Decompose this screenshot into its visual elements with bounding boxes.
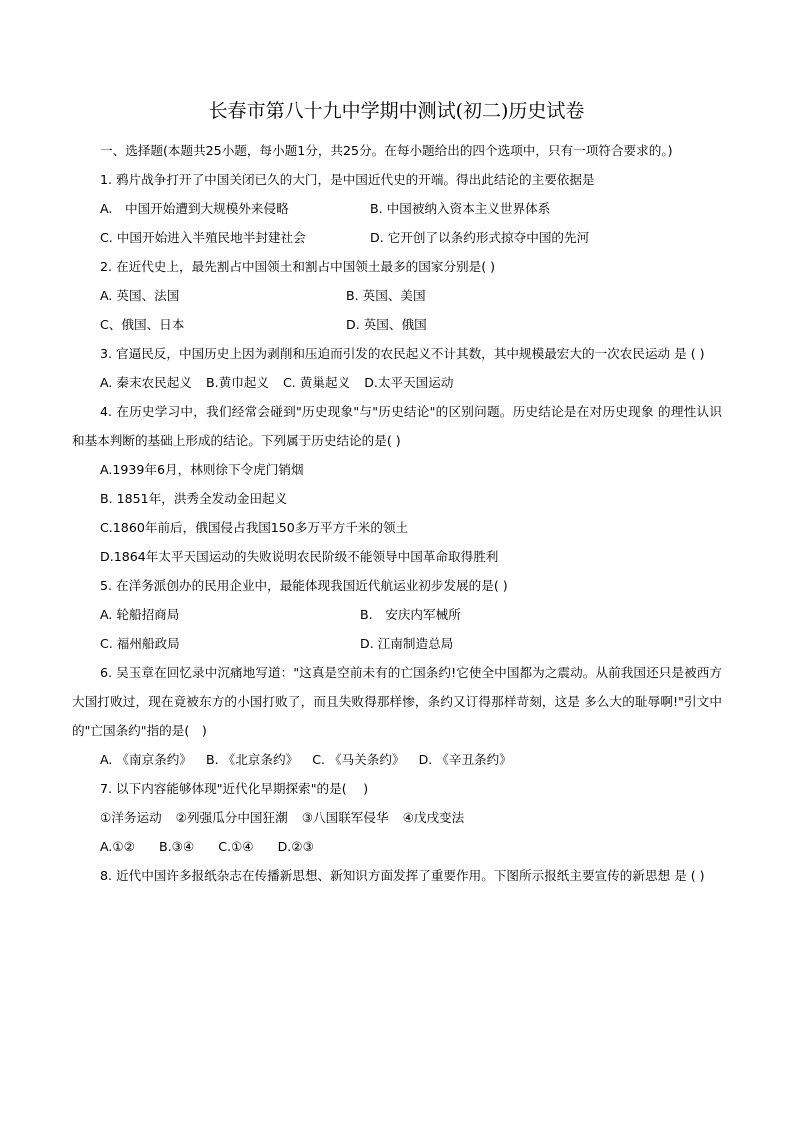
question-5-options-row-1 <box>72 600 722 629</box>
question-4-option-d: D.1864年太平天国运动的失败说明农民阶级不能领导中国革命取得胜利 <box>100 549 499 564</box>
question-4-option-b: B. 1851年，洪秀全发动金田起义 <box>100 491 288 506</box>
question-7-option-a: A.①② <box>100 839 135 854</box>
question-2-option-c: C、俄国、日本 <box>100 317 185 332</box>
exam-content <box>72 136 722 890</box>
question-2-option-a: A. 英国、法国 <box>100 288 180 303</box>
question-1-option-c: C. 中国开始进入半殖民地半封建社会 <box>100 230 306 245</box>
question-7-item-2: ②列强瓜分中国狂潮 <box>175 810 288 825</box>
question-1-options-row-2 <box>72 223 722 252</box>
question-5-option-b: B. 安庆内军械所 <box>360 607 461 622</box>
question-6-option-b: B. 《北京条约》 <box>205 752 299 767</box>
question-7-option-b: B.③④ <box>158 839 195 854</box>
question-3-option-d: D.太平天国运动 <box>364 375 454 390</box>
question-2-stem: 2. 在近代史上，最先割占中国领土和割占中国领土最多的国家分别是( ) <box>100 259 496 274</box>
exam-title: 长春市第八十九中学期中测试(初二)历史试卷 <box>208 100 585 122</box>
question-4-option-d-row <box>72 542 722 571</box>
question-6-option-c: C. 《马关条约》 <box>312 752 405 767</box>
question-4-option-b-row <box>72 484 722 513</box>
question-3-stem: 3. 官逼民反，中国历史上因为剥削和压迫而引发的农民起义不计其数，其中规模最宏大的一次农民运动 是 ( ) <box>100 346 705 361</box>
question-1-options-row-1 <box>72 194 722 223</box>
question-6-options <box>72 745 722 774</box>
question-5-stem: 5. 在洋务派创办的民用企业中，最能体现我国近代航运业初步发展的是( ) <box>100 578 508 593</box>
question-1-stem: 1. 鸦片战争打开了中国关闭已久的大门，是中国近代史的开端。得出此结论的主要依据是 <box>100 172 595 187</box>
question-4-option-c: C.1860年前后，俄国侵占我国150多万平方千米的领土 <box>100 520 409 535</box>
question-4-option-a: A.1939年6月，林则徐下令虎门销烟 <box>100 462 304 477</box>
question-3-options <box>72 368 722 397</box>
question-3-option-c: C. 黄巢起义 <box>283 375 351 390</box>
question-7-items <box>72 803 722 832</box>
question-1-option-a: A. 中国开始遭到大规模外来侵略 <box>100 201 289 216</box>
question-2-option-d: D. 英国、俄国 <box>346 317 427 332</box>
question-5-option-a: A. 轮船招商局 <box>100 607 180 622</box>
question-1-option-d: D. 它开创了以条约形式掠夺中国的先河 <box>370 230 590 245</box>
question-4-stem: 4. 在历史学习中，我们经常会碰到"历史现象"与"历史结论"的区别问题。历史结论是在对历史现象 的理性认识和基本判断的基础上形成的结论。下列属于历史结论的是( ) <box>72 404 722 448</box>
question-3-option-a: A. 秦末农民起义 <box>100 375 192 390</box>
question-4-option-a-row <box>72 455 722 484</box>
question-4-option-c-row <box>72 513 722 542</box>
question-2-options-row-2 <box>72 310 722 339</box>
question-7-item-3: ③八国联军侵华 <box>301 810 389 825</box>
question-7-options <box>72 832 722 861</box>
question-2-option-b: B. 英国、美国 <box>346 288 426 303</box>
question-7-item-4: ④戊戌变法 <box>402 810 465 825</box>
question-6-option-d: D. 《辛丑条约》 <box>418 752 512 767</box>
question-5-option-c: C. 福州船政局 <box>100 636 180 651</box>
question-3-option-b: B.黄巾起义 <box>205 375 269 390</box>
question-6-stem: 6. 吴玉章在回忆录中沉痛地写道："这真是空前未有的亡国条约!它使全中国都为之震动。从前我国还只是被西方大国打败过，现在竟被东方的小国打败了，而且失败得那样惨，条约又订得那样苛刻，这是 多么大的耻辱啊!"引文中的"亡国条约"指的是( ) <box>72 665 722 738</box>
question-7-option-d: D.②③ <box>277 839 314 854</box>
question-1-option-b: B. 中国被纳入资本主义世界体系 <box>370 201 551 216</box>
section-intro: 一、选择题(本题共25小题，每小题1分，共25分。在每小题给出的四个选项中，只有一项符合要求的。) <box>100 143 673 158</box>
question-6-option-a: A. 《南京条约》 <box>100 752 192 767</box>
question-7-option-c: C.①④ <box>218 839 254 854</box>
question-2-options-row-1 <box>72 281 722 310</box>
question-5-option-d: D. 江南制造总局 <box>360 636 454 651</box>
question-7-stem: 7. 以下内容能够体现"近代化早期探索"的是( ) <box>100 781 369 796</box>
question-8-stem: 8. 近代中国许多报纸杂志在传播新思想、新知识方面发挥了重要作用。下图所示报纸主要宣传的新思想 是 ( ) <box>100 868 705 883</box>
question-7-item-1: ①洋务运动 <box>100 810 162 825</box>
question-5-options-row-2 <box>72 629 722 658</box>
